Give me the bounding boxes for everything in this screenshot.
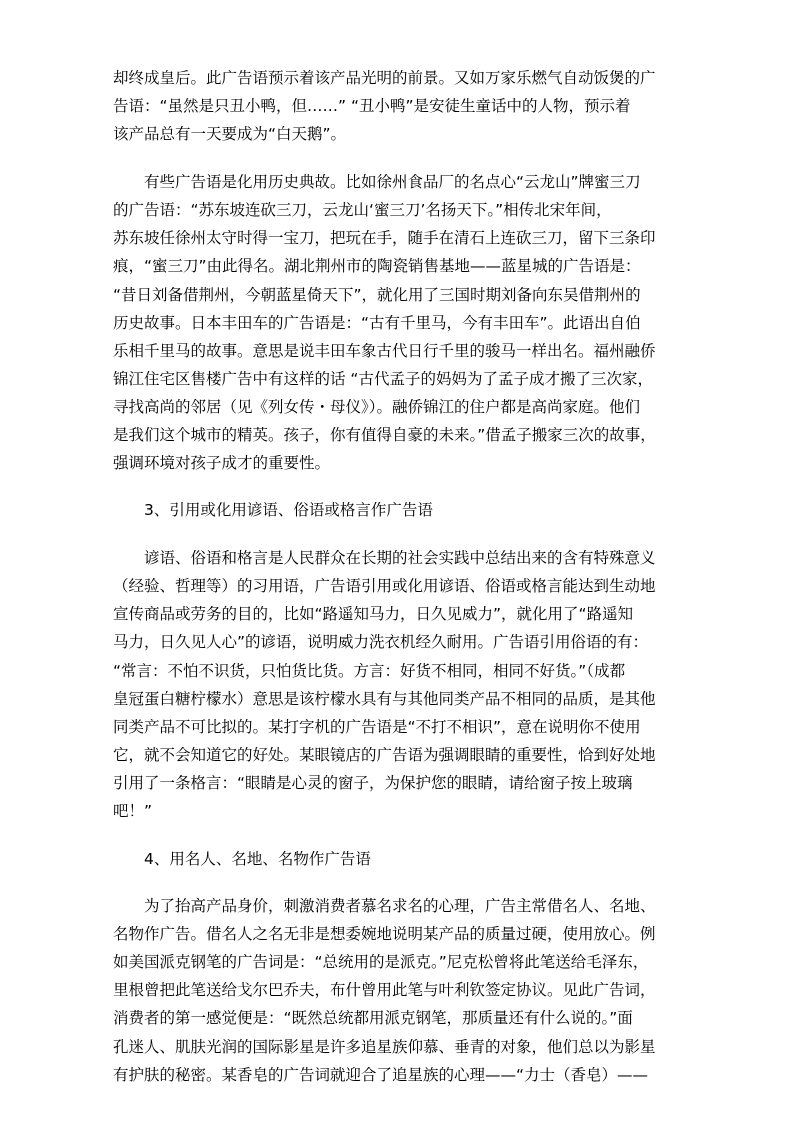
text-line: 皇冠蛋白糖柠檬水）意思是该柠檬水具有与其他同类产品不相同的品质，是其他 [113,690,656,708]
text-line: 如美国派克钢笔的广告词是：“总统用的是派克。”尼克松曾将此笔送给毛泽东， [113,953,649,971]
text-line: 寻找高尚的邻居（见《列女传・母仪》）。融侨锦江的住户都是高尚家庭。他们 [113,398,641,416]
text-line: 历史故事。日本丰田车的广告语是：“古有千里马，今有丰田车”。此语出自伯 [113,314,641,332]
text-line: 强调环境对孩子成才的重要性。 [113,454,331,472]
section-heading: 3、引用或化用谚语、俗语或格言作广告语 [113,501,433,519]
text-line: 乐相千里马的故事。意思是说丰田车象古代日行千里的骏马一样出名。福州融侨 [113,342,656,360]
text-line: 有护肤的秘密。某香皂的广告词就迎合了追星族的心理——“力士（香皂）—— [113,1066,649,1084]
text-line: 宣传商品或劳务的目的，比如“路遥知马力，日久见威力”，就化用了“路遥知 [113,605,634,623]
text-line: 同类产品不可比拟的。某打字机的广告语是“不打不相识”，意在说明你不使用 [113,718,641,736]
text-line: 里根曾把此笔送给戈尔巴乔夫，布什曾用此笔与叶利钦签定协议。见此广告词， [113,981,656,999]
text-line: 有些广告语是化用历史典故。比如徐州食品厂的名点心“云龙山”牌蜜三刀 [113,173,641,191]
text-line: 却终成皇后。此广告语预示着该产品光明的前景。又如万家乐燃气自动饭煲的广 [113,69,656,87]
text-line: 该产品总有一天要成为“白天鹅”。 [113,125,347,143]
text-line: 名物作广告。借名人之名无非是想委婉地说明某产品的质量过硬，使用放心。例 [113,925,656,943]
text-line: 苏东坡任徐州太守时得一宝刀，把玩在手，随手在清石上连砍三刀，留下三条印 [113,229,656,247]
text-line: 痕，“蜜三刀”由此得名。湖北荆州市的陶瓷销售基地——蓝星城的广告语是： [113,257,641,275]
section-heading: 4、用名人、名地、名物作广告语 [113,850,371,868]
text-line: （经验、哲理等）的习用语，广告语引用或化用谚语、俗语或格言能达到生动地 [113,577,656,595]
text-line: 吧！” [113,802,153,820]
text-line: 的广告语：“苏东坡连砍三刀，云龙山‘蜜三刀’名扬天下。”相传北宋年间， [113,201,612,219]
text-line: 为了抬高产品身价，刺激消费者慕名求名的心理，广告主常借名人、名地、 [113,897,656,915]
text-line: 锦江住宅区售楼广告中有这样的话 “古代孟子的妈妈为了孟子成才搬了三次家， [113,370,653,388]
text-line: “昔日刘备借荆州，今朝蓝星倚天下”，就化用了三国时期刘备向东吴借荆州的 [113,286,641,304]
text-line: 马力，日久见人心”的谚语，说明威力洗衣机经久耐用。广告语引用俗语的有： [113,633,649,651]
text-line: 告语：“虽然是只丑小鸭，但……” “丑小鸭”是安徒生童话中的人物，预示着 [113,97,631,115]
text-line: 孔迷人、肌肤光润的国际影星是许多追星族仰慕、垂青的对象，他们总以为影星 [113,1038,656,1056]
text-line: 消费者的第一感觉便是：“既然总统都用派克钢笔，那质量还有什么说的。”面 [113,1009,633,1027]
text-line: 谚语、俗语和格言是人民群众在长期的社会实践中总结出来的含有特殊意义 [113,549,656,567]
text-line: 是我们这个城市的精英。孩子，你有值得自豪的未来。”借孟子搬家三次的故事， [113,426,656,444]
text-line: 引用了一条格言：“眼睛是心灵的窗子，为保护您的眼睛，请给窗子按上玻璃 [113,774,633,792]
text-line: “常言：不怕不识货，只怕货比货。方言：好货不相同，相同不好货。”（成都 [113,662,626,680]
text-line: 它，就不会知道它的好处。某眼镜店的广告语为强调眼睛的重要性，恰到好处地 [113,746,656,764]
